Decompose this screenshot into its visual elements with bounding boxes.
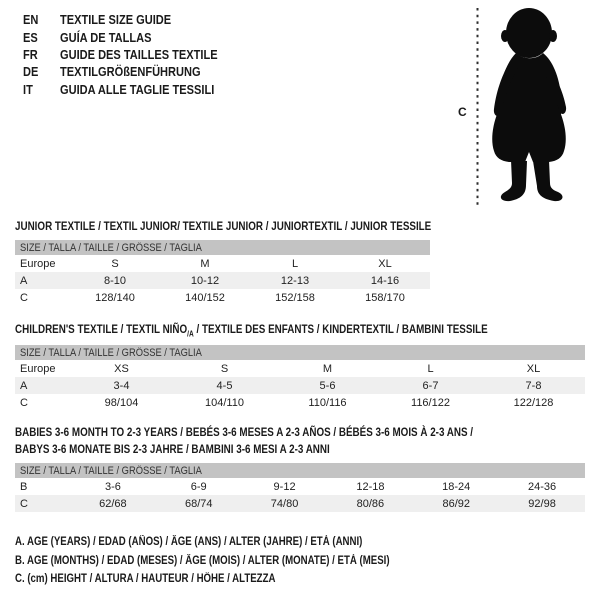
table-row	[15, 255, 430, 272]
size-cell: 74/80	[270, 497, 299, 510]
table-row	[15, 478, 585, 495]
baby-figure	[455, 5, 580, 210]
row-label: C	[20, 497, 28, 510]
footnote-line: A. AGE (YEARS) / EDAD (AÑOS) / ÂGE (ANS) / ALTER (JAHRE) / ETÀ (ANNI)	[15, 536, 363, 548]
size-cell: M	[200, 257, 210, 270]
size-cell: 152/158	[275, 291, 315, 304]
size-cell: 128/140	[95, 291, 135, 304]
table-title-text: CHILDREN'S TEXTILE / TEXTIL NIÑO	[15, 322, 188, 336]
size-cell: 3-4	[113, 379, 130, 392]
size-cell: 98/104	[104, 396, 139, 409]
size-cell: 5-6	[319, 379, 336, 392]
row-label: A	[20, 379, 28, 392]
size-cell: 140/152	[185, 291, 225, 304]
size-cell: 6-7	[422, 379, 439, 392]
language-row	[23, 46, 245, 63]
size-table-header	[15, 345, 585, 360]
language-row	[23, 81, 245, 98]
size-cell: 8-10	[103, 274, 127, 287]
size-cell: 18-24	[442, 480, 471, 493]
size-cell: S	[111, 257, 119, 270]
babies-textile-section	[15, 424, 585, 512]
language-title: TEXTILE SIZE GUIDE	[60, 12, 172, 28]
table-row	[15, 289, 430, 306]
size-cell: XL	[378, 257, 392, 270]
size-cell: 4-5	[216, 379, 233, 392]
size-cell: 116/122	[411, 396, 450, 409]
table-title-text: BABIES 3-6 MONTH TO 2-3 YEARS / BEBÉS 3-6 MESES A 2-3 AÑOS / BÉBÉS 3-6 MOIS À 2-3 ANS /	[15, 425, 474, 439]
junior-textile-section	[15, 218, 430, 306]
size-cell: 92/98	[528, 497, 556, 510]
size-cell: 10-12	[190, 274, 220, 287]
table-row	[15, 495, 585, 512]
size-cell: L	[291, 257, 299, 270]
language-row	[23, 63, 245, 80]
table-title-text: JUNIOR TEXTILE / TEXTIL JUNIOR/ TEXTILE JUNIOR / JUNIORTEXTIL / JUNIOR TESSILE	[15, 219, 432, 233]
size-table-header-label: SIZE / TALLA / TAILLE / GRÖSSE / TAGLIA	[20, 464, 202, 477]
size-table-header	[15, 240, 430, 255]
size-cell: XL	[526, 362, 541, 375]
size-cell: M	[322, 362, 333, 375]
size-cell: 122/128	[513, 396, 554, 409]
size-cell: 14-16	[370, 274, 400, 287]
row-label: C	[20, 291, 28, 304]
table-row	[15, 377, 585, 394]
size-cell: 12-18	[356, 480, 385, 493]
size-cell: 62/68	[99, 497, 127, 510]
table-title-text: / TEXTILE DES ENFANTS / KINDERTEXTIL / BAMBINI TESSILE	[193, 322, 488, 336]
height-measure-label: C	[458, 105, 467, 119]
size-cell: 7-8	[525, 379, 542, 392]
size-cell: 24-36	[527, 480, 557, 493]
size-table	[15, 463, 585, 512]
row-label: Europe	[20, 257, 56, 270]
size-cell: L	[427, 362, 434, 375]
size-cell: 12-13	[280, 274, 310, 287]
table-row	[15, 394, 585, 411]
language-title: GUIDA ALLE TAGLIE TESSILI	[60, 81, 215, 97]
size-cell: 3-6	[104, 480, 121, 493]
size-cell: 68/74	[184, 497, 213, 510]
language-code: FR	[23, 46, 38, 62]
table-row	[15, 272, 430, 289]
language-title: GUIDE DES TAILLES TEXTILE	[60, 46, 218, 62]
size-table	[15, 240, 430, 306]
size-table-header-label: SIZE / TALLA / TAILLE / GRÖSSE / TAGLIA	[20, 346, 202, 359]
row-label: A	[20, 274, 28, 287]
size-cell: 158/170	[365, 291, 405, 304]
row-label: C	[20, 396, 28, 409]
language-code: IT	[23, 81, 33, 97]
size-cell: 80/86	[356, 497, 385, 510]
table-title-subscript: /A	[187, 329, 194, 339]
language-row	[23, 11, 245, 28]
children-textile-section	[15, 321, 585, 411]
table-row	[15, 360, 585, 377]
language-title-list	[23, 11, 245, 98]
table-title-line2: BABYS 3-6 MONATE BIS 2-3 JAHRE / BAMBINI 3-6 MESI A 2-3 ANNI	[15, 442, 330, 456]
size-cell: 86/92	[442, 497, 470, 510]
row-label: B	[20, 480, 28, 493]
row-label: Europe	[20, 362, 56, 375]
size-table	[15, 345, 585, 411]
language-row	[23, 28, 245, 45]
language-title: TEXTILGRÖßENFÜHRUNG	[60, 64, 201, 80]
language-code: EN	[23, 12, 39, 28]
footnote-line: C. (cm) HEIGHT / ALTURA / HAUTEUR / HÖHE / ALTEZZA	[15, 573, 276, 585]
table-title	[15, 218, 432, 235]
table-title	[15, 321, 488, 339]
table-title	[15, 424, 482, 441]
size-cell: S	[220, 362, 229, 375]
baby-silhouette-icon	[455, 5, 580, 210]
language-code: ES	[23, 29, 38, 45]
size-cell: 104/110	[205, 396, 244, 409]
size-cell: 110/116	[308, 396, 347, 409]
language-code: DE	[23, 64, 39, 80]
language-title: GUÍA DE TALLAS	[60, 29, 152, 45]
size-cell: XS	[114, 362, 129, 375]
size-cell: 6-9	[190, 480, 207, 493]
footnote-line: B. AGE (MONTHS) / EDAD (MESES) / ÂGE (MOIS) / ALTER (MONATE) / ETÀ (MESI)	[15, 554, 390, 567]
size-cell: 9-12	[273, 480, 296, 493]
size-table-header	[15, 463, 585, 478]
footnotes	[15, 533, 461, 589]
size-table-header-label: SIZE / TALLA / TAILLE / GRÖSSE / TAGLIA	[20, 241, 202, 254]
